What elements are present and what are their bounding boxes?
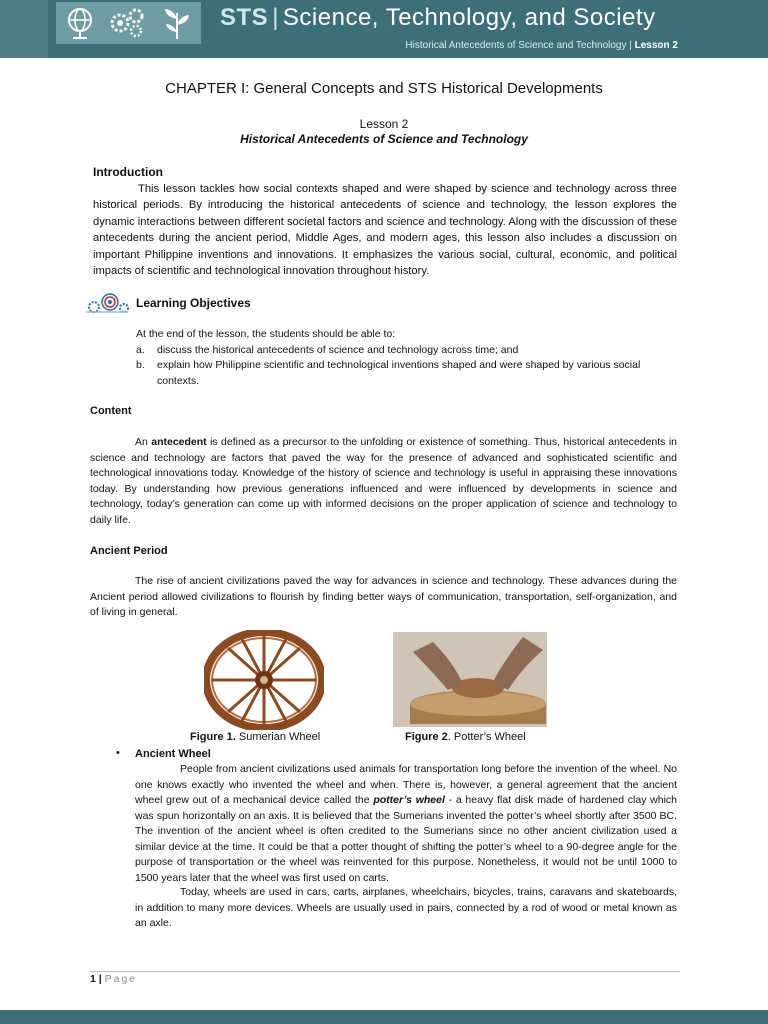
header-subtitle-lesson: Lesson 2 xyxy=(634,40,678,51)
objective-item-b xyxy=(136,358,677,389)
chapter-title: CHAPTER I: General Concepts and STS Historical Developments xyxy=(165,80,603,97)
content-heading: Content xyxy=(90,405,132,417)
introduction-heading: Introduction xyxy=(93,165,163,179)
content-lead: An xyxy=(135,436,152,448)
figure-1-text: Sumerian Wheel xyxy=(235,731,321,743)
content-term: antecedent xyxy=(151,436,207,448)
footer-divider xyxy=(90,971,680,972)
objective-label-b: b. xyxy=(136,359,145,371)
brand-full: Science, Technology, and Society xyxy=(282,4,656,31)
potters-wheel-drawing xyxy=(393,632,547,727)
ancient-heading: Ancient Period xyxy=(90,545,168,557)
objectives-intro: At the end of the lesson, the students should be able to: xyxy=(136,328,396,340)
potters-wheel-image xyxy=(393,632,547,727)
header-subtitle-text: Historical Antecedents of Science and Technology xyxy=(405,40,627,51)
figure-2-text: . Potter’s Wheel xyxy=(447,731,526,743)
page-footer xyxy=(90,973,137,985)
header-icon-box xyxy=(56,2,201,44)
figure-1-caption xyxy=(190,731,320,743)
objective-item-a xyxy=(136,343,677,359)
globe-icon xyxy=(62,5,98,41)
page-word: Page xyxy=(104,973,138,985)
brand-title xyxy=(220,4,656,32)
ancient-wheel-text xyxy=(135,762,677,886)
target-gears-icon xyxy=(84,292,130,314)
footer-separator: | xyxy=(95,973,105,985)
bullet-icon: • xyxy=(116,747,120,759)
bottom-bar xyxy=(0,1010,768,1024)
ancient-wheel-text-a: People from ancient civilizations used animals for transportation long before the invention of the wheel. No one knows exactly who invented the wheel and when. There is, however, a general agreement that the ancient wheel grew out of a mechanical device called the xyxy=(135,763,677,806)
header-subtitle-sep: | xyxy=(626,40,635,51)
lesson-title: Historical Antecedents of Science and Technology xyxy=(240,132,528,146)
figure-2-label: Figure 2 xyxy=(405,731,448,743)
objective-text-b: explain how Philippine scientific and technological inventions shaped and were shaped by various social contexts. xyxy=(157,359,641,387)
ancient-text: The rise of ancient civilizations paved the way for advances in science and technology. These advances during the Ancient period allowed civilizations to flourish by finding better ways of communication, transportation, self-organization, and of living in general. xyxy=(90,575,677,618)
objectives-heading: Learning Objectives xyxy=(136,296,251,310)
figure-2-caption xyxy=(405,731,526,743)
page-number: 1 xyxy=(90,973,96,985)
ancient-wheel-text-b: - a heavy flat disk made of hardened clay which was spun horizontally on an axis. It is believed that the Sumerians invented the potter’s wheel shortly after 3500 BC. The invention of the ancient wheel is often credited to the Sumerians since no other ancient civilization used a similar device at the time. It could be that a potter thought of shifting the potter’s wheel to a 90-degree angle for the purpose of transportation or the wheel was reinvented for this purpose. Nonetheless, it would not be until 1000 to 1500 years later that the wheel was first used on carts. xyxy=(135,794,678,884)
lesson-number: Lesson 2 xyxy=(359,117,409,131)
brand-short: STS xyxy=(220,4,269,31)
objective-label-a: a. xyxy=(136,344,145,356)
content-body: is defined as a precursor to the unfolding or existence of something. Thus, historical antecedents in science and technology are factors that paved the way for the presence of advanced and sophisticated scientific and technological innovations today. Knowledge of the history of science and technology is useful in appraising these innovations today. By understanding how previous generations influenced and were influenced by developments in science and technology, today’s generation can come up with informed decisions on the proper application of science and technology to daily life. xyxy=(90,436,678,526)
objective-text-a: discuss the historical antecedents of science and technology across time; and xyxy=(157,344,519,356)
potters-wheel-term: potter’s wheel xyxy=(373,794,445,806)
figure-1-label: Figure 1. xyxy=(190,731,236,743)
introduction-text: This lesson tackles how social contexts shaped and were shaped by science and technology across three historical periods. By introducing the historical antecedents of science and technology, the lesson explores the dynamic interactions between different societal factors and science and technology. Along with the discussion of these antecedents during the ancient period, Middle Ages, and modern ages, this lesson also includes a discussion on important Philippine inventions and innovations. It emphasizes the various social, cultural, economic, and political impacts of scientific and technological innovation throughout history. xyxy=(93,183,677,278)
plant-icon xyxy=(160,5,194,41)
ancient-wheel-heading: Ancient Wheel xyxy=(135,748,211,760)
content-text xyxy=(90,435,677,528)
header-subtitle xyxy=(405,40,678,51)
sumerian-wheel-image xyxy=(204,630,324,730)
wheels-today-text: Today, wheels are used in cars, carts, airplanes, wheelchairs, bicycles, trains, caravans and skateboards, in addition to many more devices. Wheels are usually used in pairs, connected by a rod of wood or metal known as an axle. xyxy=(135,886,677,929)
header-banner xyxy=(0,0,768,58)
brand-separator: | xyxy=(272,4,279,31)
gears-icon xyxy=(108,5,148,41)
